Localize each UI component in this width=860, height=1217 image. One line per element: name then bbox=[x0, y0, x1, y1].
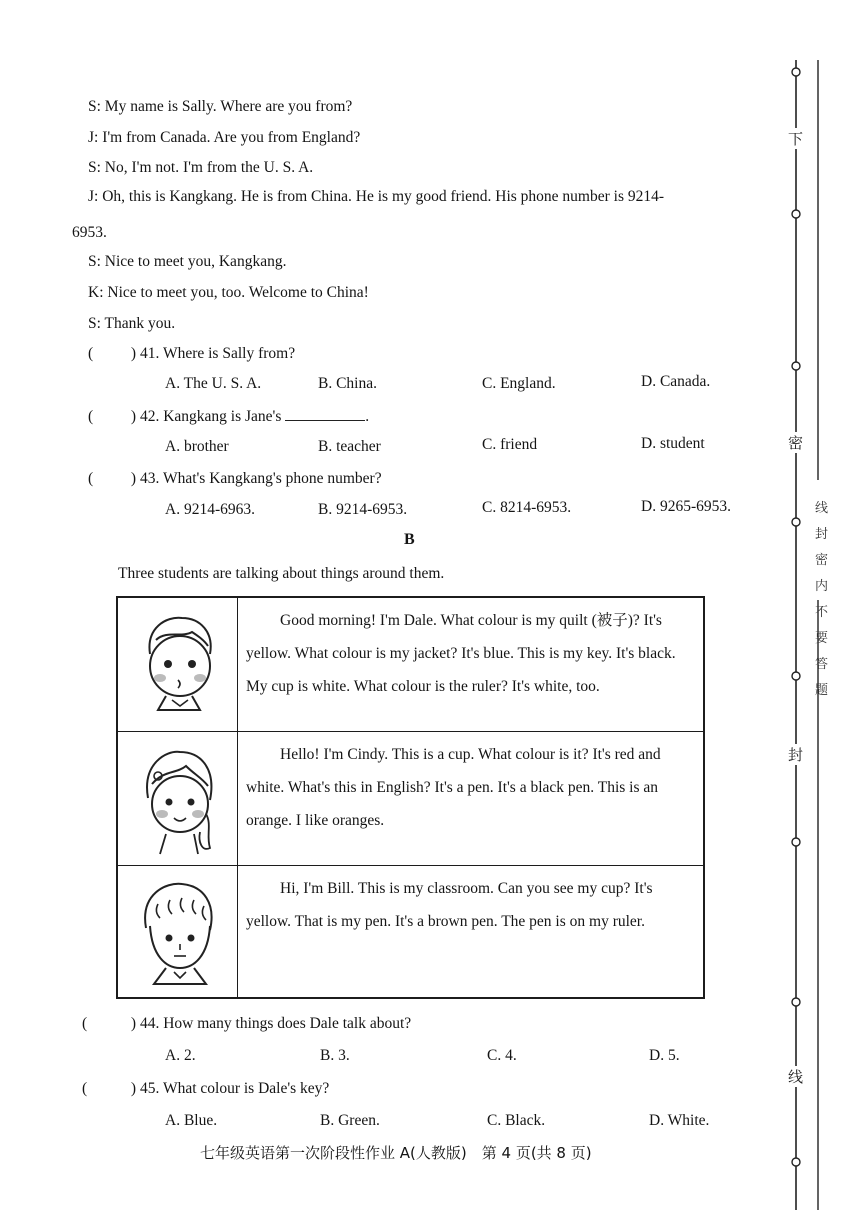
answer-paren-close: ) bbox=[130, 408, 137, 425]
section-label: B bbox=[404, 531, 415, 548]
option-b: B. Green. bbox=[320, 1112, 380, 1129]
question-stem: 41. Where is Sally from? bbox=[139, 345, 296, 362]
answer-paren-close: ) bbox=[130, 345, 137, 362]
question-stem: 42. Kangkang is Jane's bbox=[139, 408, 282, 425]
dialogue-line: K: Nice to meet you, too. Welcome to China! bbox=[88, 284, 369, 301]
option-a: A. brother bbox=[165, 438, 229, 455]
fill-in-blank[interactable] bbox=[285, 408, 365, 421]
table-row bbox=[118, 866, 703, 999]
dialogue-line: J: I'm from Canada. Are you from England? bbox=[88, 129, 361, 146]
answer-paren-open: ( bbox=[88, 408, 94, 425]
stem-end: . bbox=[365, 408, 370, 425]
binding-margin-line bbox=[772, 60, 852, 1210]
question-stem: 43. What's Kangkang's phone number? bbox=[139, 470, 382, 487]
margin-mark: 封 bbox=[788, 746, 804, 764]
margin-mark: 密 bbox=[788, 434, 804, 452]
margin-mark: 线 bbox=[788, 1068, 804, 1086]
dialogue-line: J: Oh, this is Kangkang. He is from China. He is my good friend. His phone number is 9214- bbox=[88, 188, 665, 205]
option-b: B. 9214-6953. bbox=[318, 501, 408, 518]
question-42 bbox=[88, 408, 369, 426]
question-41 bbox=[88, 345, 295, 363]
option-a: A. 9214-6963. bbox=[165, 501, 255, 518]
answer-paren-open: ( bbox=[88, 345, 94, 362]
answer-paren-close: ) bbox=[130, 1015, 137, 1032]
question-45 bbox=[82, 1080, 329, 1098]
question-stem: 44. How many things does Dale talk about? bbox=[139, 1015, 412, 1032]
dialogue-line: S: Thank you. bbox=[88, 315, 176, 332]
dialogue-line: S: My name is Sally. Where are you from? bbox=[88, 98, 353, 115]
answer-paren-open: ( bbox=[88, 470, 94, 487]
option-c: C. friend bbox=[482, 436, 538, 453]
dialogue-line: 6953. bbox=[72, 224, 107, 241]
option-a: A. 2. bbox=[165, 1047, 196, 1064]
girl-face-icon bbox=[136, 744, 220, 858]
girl-portrait-image bbox=[118, 732, 238, 865]
question-44 bbox=[82, 1015, 411, 1033]
option-a: A. Blue. bbox=[165, 1112, 218, 1129]
table-row bbox=[118, 598, 703, 732]
option-d: D. student bbox=[641, 435, 705, 452]
margin-mark: 下 bbox=[788, 130, 804, 148]
option-c: C. 4. bbox=[487, 1047, 517, 1064]
answer-paren-close: ) bbox=[130, 1080, 137, 1097]
option-a: A. The U. S. A. bbox=[165, 375, 262, 392]
option-d: D. 5. bbox=[649, 1047, 680, 1064]
option-c: C. England. bbox=[482, 375, 556, 392]
table-row bbox=[118, 732, 703, 866]
option-b: B. teacher bbox=[318, 438, 381, 455]
option-c: C. Black. bbox=[487, 1112, 546, 1129]
option-b: B. 3. bbox=[320, 1047, 350, 1064]
question-stem: 45. What colour is Dale's key? bbox=[139, 1080, 330, 1097]
option-d: D. 9265-6953. bbox=[641, 498, 731, 515]
answer-paren-open: ( bbox=[82, 1015, 88, 1032]
student-table bbox=[116, 596, 705, 999]
boy-portrait-image bbox=[118, 598, 238, 731]
question-43 bbox=[88, 470, 382, 488]
dialogue-line: S: No, I'm not. I'm from the U. S. A. bbox=[88, 159, 314, 176]
curly-boy-face-icon bbox=[136, 878, 220, 988]
boy-curly-portrait-image bbox=[118, 866, 238, 999]
answer-paren-open: ( bbox=[82, 1080, 88, 1097]
cindy-speech: Hello! I'm Cindy. This is a cup. What colour is it? It's red and white. What's this in English? It's a pen. It's a black pen. This is an orange. I like oranges. bbox=[246, 746, 661, 829]
option-d: D. Canada. bbox=[641, 373, 711, 390]
option-d: D. White. bbox=[649, 1112, 710, 1129]
binding-note: 线封密内不要答题 bbox=[815, 501, 829, 698]
dale-speech: Good morning! I'm Dale. What colour is my quilt (被子)? It's yellow. What colour is my jacket? It's blue. This is my key. It's black. My cup is white. What colour is the ruler? It's white, too. bbox=[246, 612, 676, 695]
section-intro: Three students are talking about things around them. bbox=[118, 565, 445, 582]
bill-speech: Hi, I'm Bill. This is my classroom. Can you see my cup? It's yellow. That is my pen. It's a brown pen. The pen is on my ruler. bbox=[246, 880, 653, 930]
answer-paren-close: ) bbox=[130, 470, 137, 487]
dialogue-line: S: Nice to meet you, Kangkang. bbox=[88, 253, 287, 270]
option-c: C. 8214-6953. bbox=[482, 499, 572, 516]
boy-face-icon bbox=[136, 610, 220, 720]
option-b: B. China. bbox=[318, 375, 377, 392]
page-footer: 七年级英语第一次阶段性作业 A(人教版) 第 4 页(共 8 页) bbox=[200, 1144, 592, 1162]
